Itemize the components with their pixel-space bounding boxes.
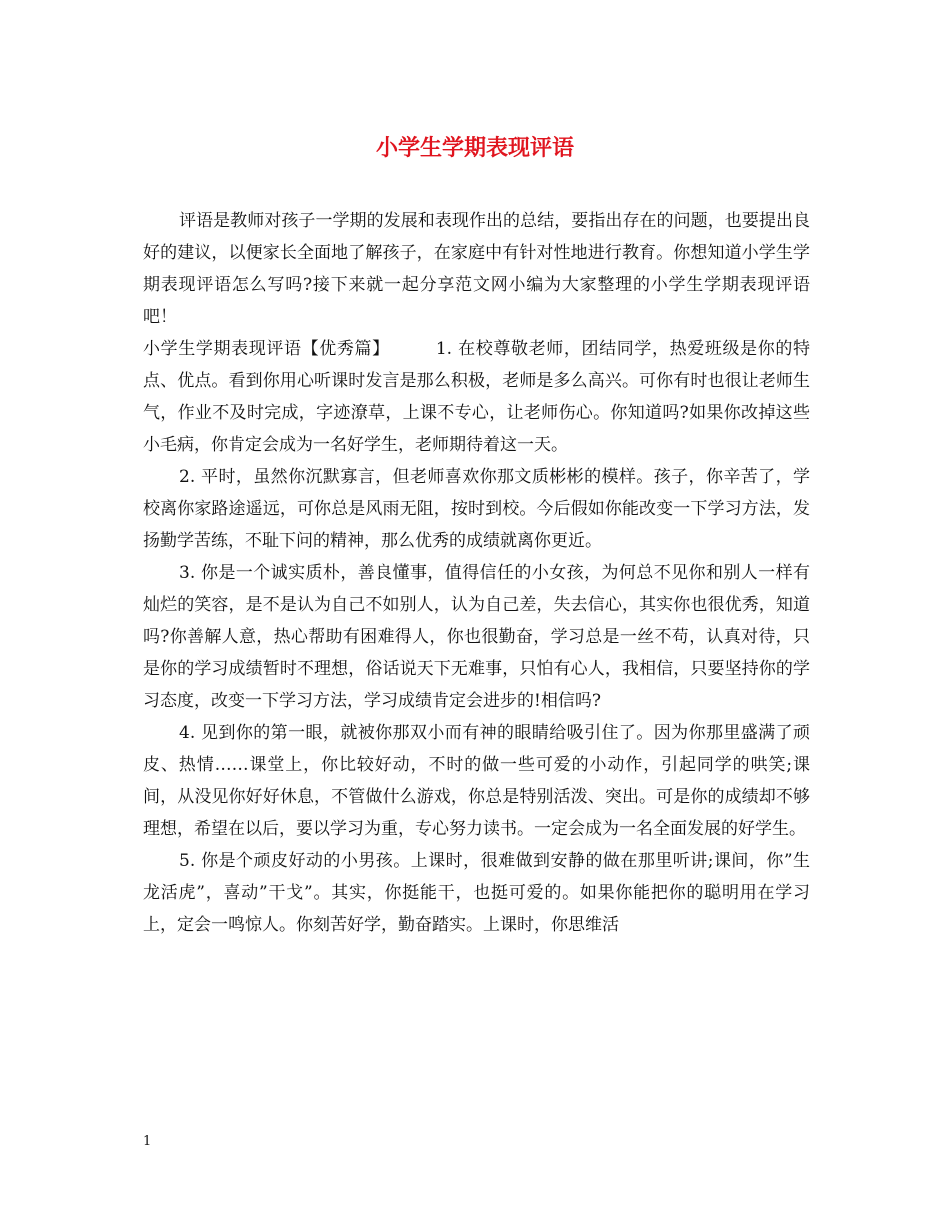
item-4: 4. 见到你的第一眼，就被你那双小而有神的眼睛给吸引住了。因为你那里盛满了顽皮、热情……课堂上，你比较好动，不时的做一些可爱的小动作，引起同学的哄笑;课间，从没见你好好休息，不管做什么游戏，你总是特别活泼、突出。可是你的成绩却不够理想，希望在以后，要以学习为重，专心努力读书。一定会成为一名全面发展的好学生。 — [143, 723, 810, 839]
intro-paragraph: 评语是教师对孩子一学期的发展和表现作出的总结，要指出存在的问题，也要提出良好的建议，以便家长全面地了解孩子，在家庭中有针对性地进行教育。你想知道小学生学期表现评语怎么写吗?接下来就一起分享范文网小编为大家整理的小学生学期表现评语吧！ — [143, 211, 810, 327]
page-number: 1 — [143, 1134, 152, 1149]
section-heading: 小学生学期表现评语【优秀篇】 — [143, 339, 390, 359]
document-title: 小学生学期表现评语 — [375, 135, 574, 161]
item-2: 2. 平时，虽然你沉默寡言，但老师喜欢你那文质彬彬的模样。孩子，你辛苦了，学校离你家路途遥远，可你总是风雨无阻，按时到校。今后假如你能改变一下学习方法，发扬勤学苦练，不耻下问的精神，那么优秀的成绩就离你更近。 — [143, 467, 810, 551]
item-3: 3. 你是一个诚实质朴，善良懂事，值得信任的小女孩，为何总不见你和别人一样有灿烂的笑容，是不是认为自己不如别人，认为自己差，失去信心，其实你也很优秀，知道吗?你善解人意，热心帮助有困难得人，你也很勤奋，学习总是一丝不苟，认真对待，只是你的学习成绩暂时不理想，俗话说天下无难事，只怕有心人，我相信，只要坚持你的学习态度，改变一下学习方法，学习成绩肯定会进步的!相信吗? — [143, 563, 810, 711]
first-item-paragraph — [143, 333, 810, 461]
item-1: 1. 在校尊敬老师，团结同学，热爱班级是你的特点、优点。看到你用心听课时发言是那么积极，老师是多么高兴。可你有时也很让老师生气，作业不及时完成，字迹潦草，上课不专心，让老师伤心。你知道吗?如果你改掉这些小毛病，你肯定会成为一名好学生，老师期待着这一天。 — [143, 339, 811, 455]
document-body — [143, 205, 810, 941]
item-5: 5. 你是个顽皮好动的小男孩。上课时，很难做到安静的做在那里听讲;课间，你”生龙活虎”，喜动”干戈”。其实，你挺能干，也挺可爱的。如果你能把你的聪明用在学习上，定会一鸣惊人。你刻苦好学，勤奋踏实。上课时，你思维活 — [143, 851, 810, 935]
